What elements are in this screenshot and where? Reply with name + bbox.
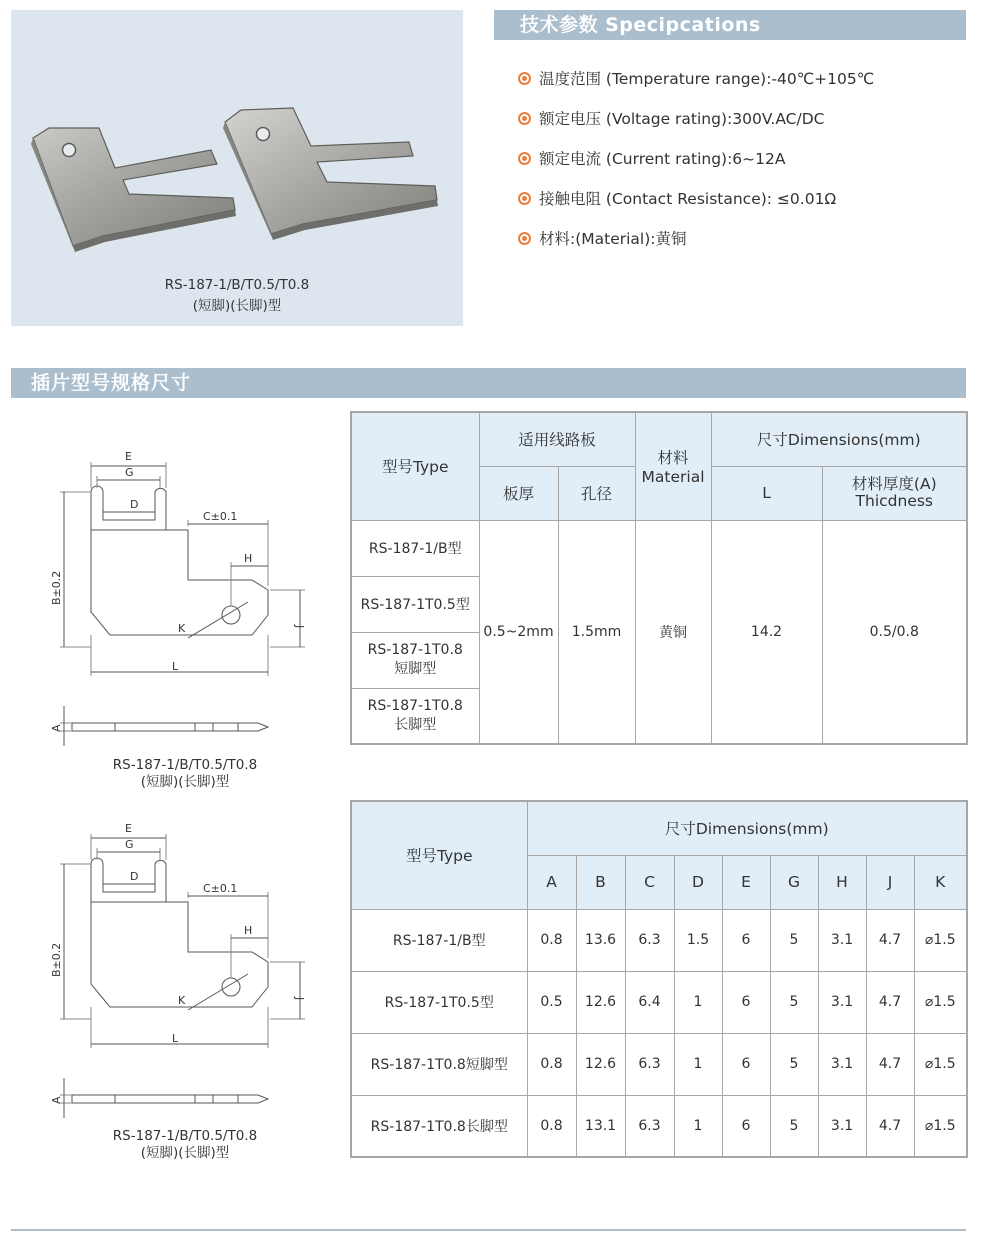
dim-label-G: G bbox=[125, 466, 134, 479]
col-H: H bbox=[818, 855, 866, 909]
spec-item-resistance: 接触电阻 (Contact Resistance): ≤0.01Ω bbox=[518, 178, 968, 218]
dim-label-B: B±0.2 bbox=[50, 570, 63, 605]
terminal-long-leg bbox=[223, 108, 438, 240]
col-material-thickness: 材料厚度(A) Thicdness bbox=[822, 466, 967, 520]
dim-label-L: L bbox=[172, 660, 179, 673]
table-row: RS-187-1/B型 0.8 13.6 6.3 1.5 6 5 3.1 4.7 ⌀1.5 bbox=[351, 909, 967, 971]
spec-item-material: 材料:(Material):黄铜 bbox=[518, 218, 968, 258]
cell-material-thickness: 0.5/0.8 bbox=[822, 520, 967, 744]
dimensions-header bbox=[11, 368, 966, 398]
drawing-2-caption-model: RS-187-1/B/T0.5/T0.8 bbox=[112, 1128, 258, 1144]
table-row-type: RS-187-1/B型 bbox=[351, 520, 479, 576]
technical-drawing-2 bbox=[0, 812, 350, 1132]
specifications-header bbox=[494, 10, 966, 40]
specifications-title: 技术参数 Specipcations bbox=[520, 14, 761, 36]
col-dimensions: 尺寸Dimensions(mm) bbox=[711, 412, 967, 466]
col-board: 适用线路板 bbox=[479, 412, 635, 466]
col-type: 型号Type bbox=[351, 801, 527, 909]
col-material: 材料 Material bbox=[635, 412, 711, 520]
photo-caption-type: (短脚)(长脚)型 bbox=[192, 298, 282, 314]
col-D: D bbox=[674, 855, 722, 909]
col-K: K bbox=[914, 855, 967, 909]
col-E: E bbox=[722, 855, 770, 909]
dim-label-D: D bbox=[130, 870, 139, 883]
terminal-short-leg bbox=[31, 128, 236, 252]
dim-label-L: L bbox=[172, 1032, 179, 1045]
dim-label-J: J bbox=[293, 625, 306, 629]
dimensions-table bbox=[350, 800, 968, 1158]
drawing-1-caption-model: RS-187-1/B/T0.5/T0.8 bbox=[112, 757, 258, 773]
col-C: C bbox=[625, 855, 674, 909]
bullet-icon bbox=[518, 72, 531, 85]
table-row-type: RS-187-1T0.8 长脚型 bbox=[351, 688, 479, 744]
specifications-list bbox=[518, 58, 968, 258]
table-row: RS-187-1T0.5型 0.5 12.6 6.4 1 6 5 3.1 4.7 ⌀1.5 bbox=[351, 971, 967, 1033]
cell-L: 14.2 bbox=[711, 520, 822, 744]
dim-label-D: D bbox=[130, 498, 139, 511]
drawing-1-caption-type: (短脚)(长脚)型 bbox=[140, 774, 230, 790]
bullet-icon bbox=[518, 152, 531, 165]
dimensions-title: 插片型号规格尺寸 bbox=[31, 372, 192, 394]
col-type: 型号Type bbox=[351, 412, 479, 520]
dim-label-H: H bbox=[244, 924, 253, 937]
bullet-icon bbox=[518, 112, 531, 125]
cell-hole-diameter: 1.5mm bbox=[558, 520, 635, 744]
dim-label-E: E bbox=[125, 450, 132, 463]
spec-item-voltage: 额定电压 (Voltage rating):300V.AC/DC bbox=[518, 98, 968, 138]
col-L: L bbox=[711, 466, 822, 520]
drawing-2-caption-type: (短脚)(长脚)型 bbox=[140, 1145, 230, 1161]
dim-label-A: A bbox=[50, 724, 63, 732]
dim-label-B: B±0.2 bbox=[50, 942, 63, 977]
cell-board-thickness: 0.5~2mm bbox=[479, 520, 558, 744]
dim-label-C: C±0.1 bbox=[203, 882, 238, 895]
dim-label-J: J bbox=[293, 997, 306, 1001]
bullet-icon bbox=[518, 232, 531, 245]
col-board-thickness: 板厚 bbox=[479, 466, 558, 520]
spec-item-current: 额定电流 (Current rating):6~12A bbox=[518, 138, 968, 178]
dim-label-K: K bbox=[178, 994, 186, 1007]
spec-item-temperature: 温度范围 (Temperature range):-40℃+105℃ bbox=[518, 58, 968, 98]
bullet-icon bbox=[518, 192, 531, 205]
table-row-type: RS-187-1T0.8 短脚型 bbox=[351, 632, 479, 688]
dim-label-G: G bbox=[125, 838, 134, 851]
dim-label-E: E bbox=[125, 822, 132, 835]
product-photo bbox=[11, 10, 463, 326]
col-G: G bbox=[770, 855, 818, 909]
dim-label-K: K bbox=[178, 622, 186, 635]
col-B: B bbox=[576, 855, 625, 909]
col-hole-diameter: 孔径 bbox=[558, 466, 635, 520]
footer-divider bbox=[11, 1229, 966, 1231]
dim-label-C: C±0.1 bbox=[203, 510, 238, 523]
col-J: J bbox=[866, 855, 914, 909]
photo-caption-model: RS-187-1/B/T0.5/T0.8 bbox=[164, 277, 310, 293]
board-spec-table bbox=[350, 411, 968, 745]
col-dimensions: 尺寸Dimensions(mm) bbox=[527, 801, 967, 855]
table-row: RS-187-1T0.8长脚型 0.8 13.1 6.3 1 6 5 3.1 4.7 ⌀1.5 bbox=[351, 1095, 967, 1157]
table-row: RS-187-1T0.8短脚型 0.8 12.6 6.3 1 6 5 3.1 4.7 ⌀1.5 bbox=[351, 1033, 967, 1095]
col-A: A bbox=[527, 855, 576, 909]
table-row-type: RS-187-1T0.5型 bbox=[351, 576, 479, 632]
technical-drawing-1 bbox=[0, 440, 350, 760]
dim-label-H: H bbox=[244, 552, 253, 565]
cell-material: 黄铜 bbox=[635, 520, 711, 744]
dim-label-A: A bbox=[50, 1096, 63, 1104]
